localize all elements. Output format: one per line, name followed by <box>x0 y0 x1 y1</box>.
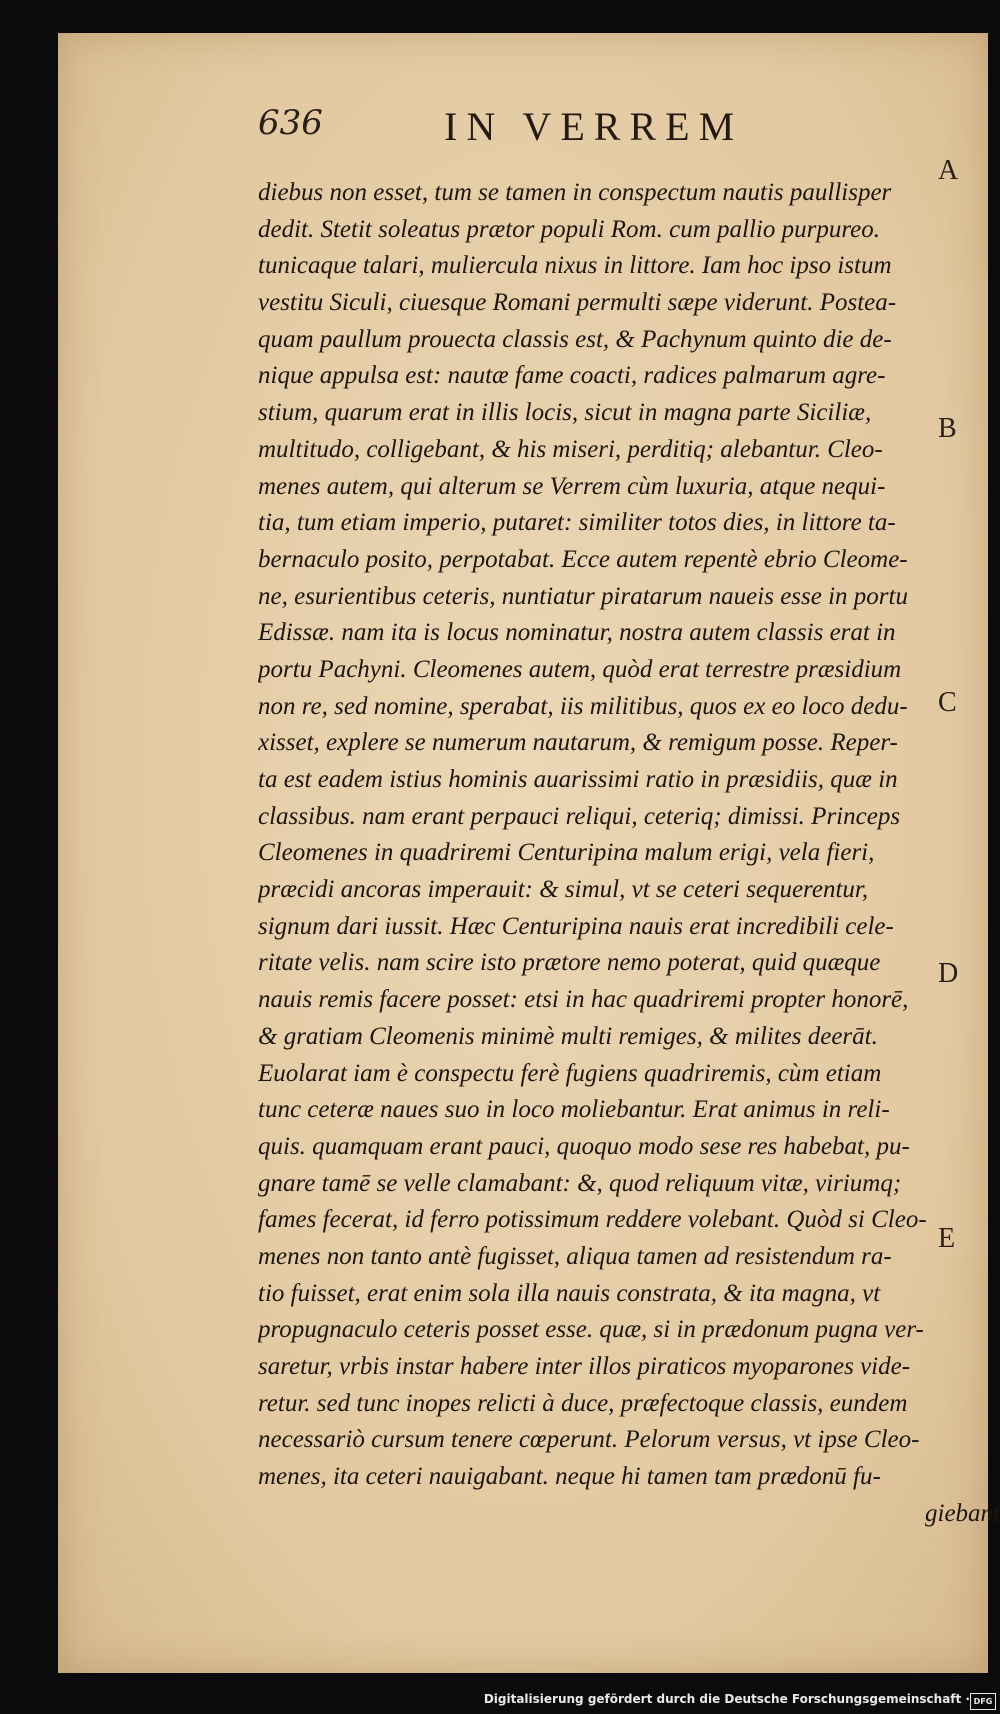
text-line: classibus. nam erant perpauci reliqui, ceteriq; dimissi. Princeps <box>258 802 901 830</box>
text-line: dedit. Stetit soleatus prætor populi Rom. cum pallio purpureo. <box>258 215 880 243</box>
text-line: propugnaculo ceteris posset esse. quæ, si in prædonum pugna ver- <box>258 1316 924 1344</box>
text-line: quis. quamquam erant pauci, quoquo modo sese res habebat, pu- <box>258 1132 910 1160</box>
text-line: nauis remis facere posset: etsi in hac quadriremi propter honorē, <box>258 986 909 1014</box>
text-line: menes, ita ceteri nauigabant. neque hi tamen tam prædonū fu- <box>258 1463 881 1491</box>
margin-letter-d: D <box>938 958 959 989</box>
margin-letter-b: B <box>938 413 957 444</box>
text-line: ritate velis. nam scire isto prætore nemo poterat, quid quæque <box>258 949 881 977</box>
text-line: retur. sed tunc inopes relicti à duce, præfectoque classis, eundem <box>258 1389 908 1417</box>
running-title: IN VERREM <box>444 104 744 149</box>
dfg-logo-icon: DFG <box>970 1693 996 1710</box>
page-header <box>58 103 988 163</box>
text-line: ta est eadem istius hominis auarissimi ratio in præsidiis, quæ in <box>258 766 898 793</box>
text-line: ne, esurientibus ceteris, nuntiatur piratarum naueis esse in portu <box>258 582 908 610</box>
margin-letter-c: C <box>938 687 957 718</box>
margin-letter-a: A <box>938 155 959 186</box>
text-line: Edissæ. nam ita is locus nominatur, nostra autem classis erat in <box>258 619 896 647</box>
text-line: menes non tanto antè fugisset, aliqua tamen ad resistendum ra- <box>258 1242 892 1270</box>
text-line: signum dari iussit. Hæc Centuripina nauis erat incredibili cele- <box>258 912 894 940</box>
text-line: portu Pachyni. Cleomenes autem, quòd erat terrestre præsidium <box>258 655 902 683</box>
text-line: diebus non esset, tum se tamen in conspectum nautis paullisper <box>258 179 892 206</box>
digitization-footer <box>0 1690 1000 1714</box>
text-line: necessariò cursum tenere cœperunt. Pelorum versus, vt ipse Cleo- <box>258 1426 920 1454</box>
text-line: Cleomenes in quadriremi Centuripina malum erigi, vela fieri, <box>258 839 875 867</box>
text-line: tia, tum etiam imperio, putaret: similiter totos dies, in littore ta- <box>258 509 896 537</box>
text-line: tio fuisset, erat enim sola illa nauis constrata, & ita magna, vt <box>258 1279 881 1307</box>
text-line: non re, sed nomine, sperabat, iis militibus, quos ex eo loco dedu- <box>258 692 908 720</box>
margin-letter-e: E <box>938 1223 956 1254</box>
text-line: bernaculo posito, perpotabat. Ecce autem repentè ebrio Cleome- <box>258 545 908 573</box>
text-line: menes autem, qui alterum se Verrem cùm luxuria, atque nequi- <box>258 472 886 500</box>
book-page <box>58 33 1000 1673</box>
text-line: multitudo, colligebant, & his miseri, perditiq; alebantur. Cleo- <box>258 435 883 463</box>
text-line: quam paullum prouecta classis est, & Pachynum quinto die de- <box>258 325 892 353</box>
page-number: 636 <box>258 103 323 143</box>
body-text <box>258 175 1000 1532</box>
text-line: xisset, explere se numerum nautarum, & remigum posse. Reper- <box>258 729 898 757</box>
text-line: saretur, vrbis instar habere inter illos piraticos myoparones vide- <box>258 1353 911 1380</box>
text-line: præcidi ancoras imperauit: & simul, vt se ceteri sequerentur, <box>258 876 869 904</box>
text-line: nique appulsa est: nautæ fame coacti, radices palmarum agre- <box>258 362 886 390</box>
funding-notice: Digitalisierung gefördert durch die Deutsche Forschungsgemeinschaft · <box>483 1692 970 1706</box>
text-line: gnare tamē se velle clamabant: &, quod reliquum vitæ, viriumq; <box>258 1169 902 1197</box>
text-line: tunicaque talari, muliercula nixus in littore. Iam hoc ipso istum <box>258 252 892 280</box>
catchword: giebant <box>925 1499 1000 1527</box>
text-line: vestitu Siculi, ciuesque Romani permulti sæpe viderunt. Postea- <box>258 289 897 317</box>
text-line: fames fecerat, id ferro potissimum reddere volebant. Quòd si Cleo- <box>258 1206 927 1234</box>
text-line: Euolarat iam è conspectu ferè fugiens quadriremis, cùm etiam <box>258 1059 882 1087</box>
text-line: & gratiam Cleomenis minimè multi remiges, & milites deerāt. <box>258 1022 878 1050</box>
text-line: tunc ceteræ naues suo in loco moliebantur. Erat animus in reli- <box>258 1096 890 1124</box>
text-line: stium, quarum erat in illis locis, sicut in magna parte Siciliæ, <box>258 399 872 427</box>
